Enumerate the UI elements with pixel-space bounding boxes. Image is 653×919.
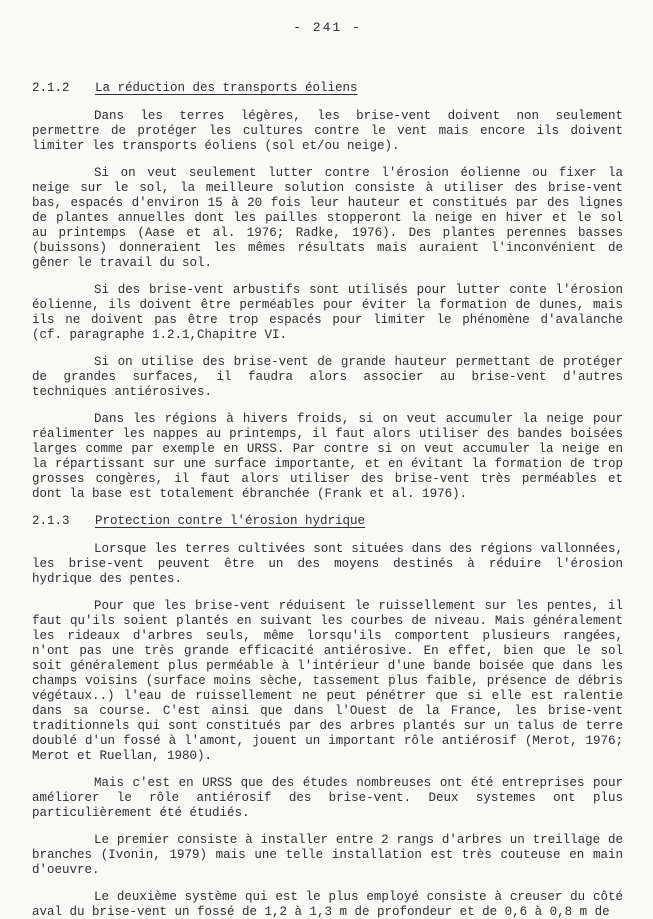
page-number: - 241 - bbox=[293, 20, 362, 35]
paragraph: Mais c'est en URSS que des études nombreuses ont été entreprises pour améliorer le rôle antiérosif des brise-vent. Deux systemes ont plus particulièrement été étudiés. bbox=[32, 776, 623, 820]
section-number: 2.1.3 bbox=[32, 514, 70, 528]
paragraph: Si des brise-vent arbustifs sont utilisés pour lutter conte l'érosion éolienne, ils doivent être perméables pour éviter la formation de dunes, mais ils ne doivent pas être trop espacés pour limiter le phénomène d'avalanche (cf. paragraphe 1.2.1,Chapitre VI. bbox=[32, 283, 623, 342]
paragraph: Si on veut seulement lutter contre l'érosion éolienne ou fixer la neige sur le sol, la meilleure solution consiste à utiliser des brise-vent bas, espacés d'environ 15 à 20 fois leur hauteur et constitués par des lignes de plantes annuelles dont les pailles stopperont la neige en hiver et le sol au printemps (Aase et al. 1976; Radke, 1976). Des plantes perennes basses (buissons) donneraient les mêmes résultats mais auraient l'inconvénient de gêner le travail du sol. bbox=[32, 166, 623, 270]
paragraph: Dans les régions à hivers froids, si on veut accumuler la neige pour réalimenter les nappes au printemps, il faut alors utiliser des bandes boisées larges comme par exemple en URSS. Par contre si on veut accumuler la neige en la répartissant sur une surface importante, et en évitant la formation de trop grosses congères, il faut alors utiliser des brise-vent très perméables et dont la base est totalement ébranchée (Frank et al. 1976). bbox=[32, 412, 623, 501]
paragraph: Le deuxième système qui est le plus employé consiste à creuser du côté aval du brise-vent un fossé de 1,2 à 1,3 m de profondeur et de 0,6 à 0,8 m de bbox=[32, 890, 623, 919]
paragraph: Lorsque les terres cultivées sont situées dans des régions vallonnées, les brise-vent peuvent être un des moyens destinés à réduire l'érosion hydrique des pentes. bbox=[32, 542, 623, 586]
section-title: Protection contre l'érosion hydrique bbox=[95, 514, 366, 528]
paragraph: Si on utilise des brise-vent de grande hauteur permettant de protéger de grandes surfaces, il faudra alors associer au brise-vent d'autres techniques antiérosives. bbox=[32, 355, 623, 399]
section-heading bbox=[32, 81, 623, 96]
paragraph: Dans les terres légères, les brise-vent doivent non seulement permettre de protéger les cultures contre le vent mais encore ils doivent limiter les transports éoliens (sol et/ou neige). bbox=[32, 109, 623, 153]
section-heading bbox=[32, 514, 623, 529]
section-protection-erosion-hydrique bbox=[32, 514, 623, 919]
section-reduction-transports-eoliens bbox=[32, 81, 623, 502]
paragraph: Pour que les brise-vent réduisent le ruissellement sur les pentes, il faut qu'ils soient plantés en suivant les courbes de niveau. Mais généralement les rideaux d'arbres seuls, même lorsqu'ils comportent plusieurs rangées, n'ont pas une très grande efficacité antiérosive. En effet, bien que le sol soit généralement plus perméable à l'intérieur d'une bande boisée que dans les champs voisins (surface moins sèche, tassement plus faible, présence de débris végétaux..) l'eau de ruissellement ne peut pénétrer que si elle est ralentie dans sa course. C'est ainsi que dans l'Ouest de la France, les brise-vent traditionnels qui sont constitués par des arbres plantés sur un talus de terre doublé d'un fossé à l'amont, jouent un important rôle antiérosif (Merot, 1976; Merot et Ruellan, 1980). bbox=[32, 599, 623, 763]
section-number: 2.1.2 bbox=[32, 81, 70, 95]
paragraph: Le premier consiste à installer entre 2 rangs d'arbres un treillage de branches (Ivonin, 1979) mais une telle installation est très couteuse en main d'oeuvre. bbox=[32, 833, 623, 877]
section-title: La réduction des transports éoliens bbox=[95, 81, 358, 95]
